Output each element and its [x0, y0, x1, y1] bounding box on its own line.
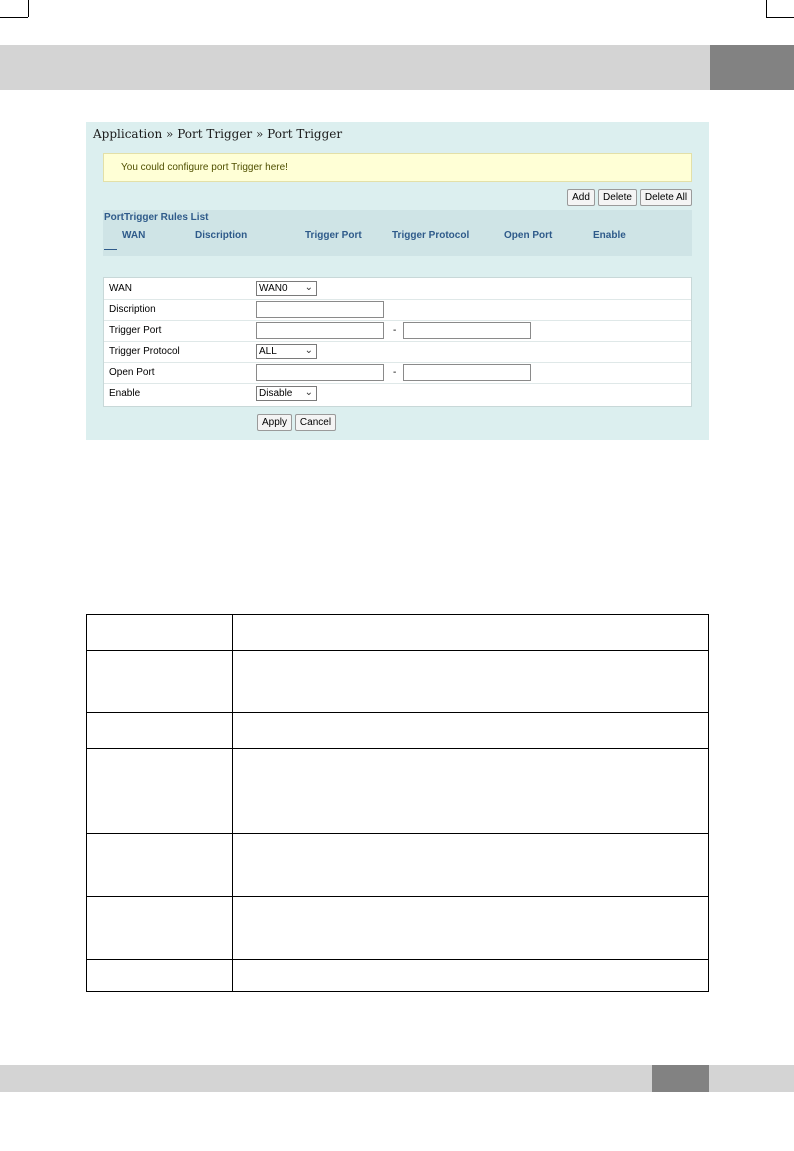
wan-select-value: WAN0	[259, 283, 288, 294]
apply-button[interactable]: Apply	[257, 414, 292, 431]
enable-select[interactable]	[256, 386, 317, 401]
enable-select-value: Disable	[259, 388, 293, 399]
table-row-divider	[87, 896, 708, 897]
rules-list-panel	[103, 210, 692, 256]
table-row-divider	[87, 650, 708, 651]
notice-text: You could configure port Trigger here!	[121, 162, 288, 173]
trigger-port-label: Trigger Port	[109, 325, 162, 336]
notice-box	[103, 153, 692, 182]
table-row-divider	[87, 748, 708, 749]
column-header-trigger-port: Trigger Port	[305, 230, 362, 241]
breadcrumb-separator: »	[256, 127, 264, 141]
column-header-wan: WAN	[122, 230, 146, 241]
breadcrumb-current: Port Trigger	[267, 127, 343, 141]
page-footer-tab	[652, 1065, 709, 1092]
form-row-open-port	[104, 362, 691, 384]
chevron-down-icon: ⌄	[304, 387, 313, 398]
rules-list-title: PortTrigger Rules List	[104, 212, 209, 223]
crop-mark	[766, 17, 794, 18]
enable-label: Enable	[109, 388, 141, 399]
description-table	[86, 614, 709, 992]
description-input[interactable]	[256, 301, 384, 318]
port-trigger-form	[103, 277, 692, 407]
trigger-port-start-input[interactable]	[256, 322, 384, 339]
table-column-divider	[232, 615, 233, 991]
description-label: Discription	[109, 304, 156, 315]
form-row-enable	[104, 383, 691, 404]
trigger-protocol-select[interactable]	[256, 344, 317, 359]
trigger-port-end-input[interactable]	[403, 322, 531, 339]
breadcrumb	[93, 127, 342, 141]
page-header-tab	[710, 45, 794, 90]
form-row-description	[104, 299, 691, 321]
breadcrumb-port-trigger[interactable]: Port Trigger	[177, 127, 253, 141]
trigger-protocol-select-value: ALL	[259, 346, 277, 357]
crop-mark	[766, 0, 767, 17]
trigger-protocol-label: Trigger Protocol	[109, 346, 180, 357]
crop-mark	[28, 0, 29, 17]
wan-select[interactable]	[256, 281, 317, 296]
cancel-button[interactable]: Cancel	[295, 414, 336, 431]
column-header-open-port: Open Port	[504, 230, 553, 241]
breadcrumb-separator: »	[166, 127, 174, 141]
crop-mark	[0, 17, 28, 18]
open-port-end-input[interactable]	[403, 364, 531, 381]
delete-all-button[interactable]: Delete All	[640, 189, 692, 206]
page-header-band	[0, 45, 794, 90]
form-row-trigger-protocol	[104, 341, 691, 363]
breadcrumb-application[interactable]: Application	[93, 127, 163, 141]
form-row-wan	[104, 278, 691, 300]
port-trigger-screenshot	[86, 122, 709, 440]
table-row-divider	[87, 959, 708, 960]
column-header-description: Discription	[195, 230, 248, 241]
open-port-start-input[interactable]	[256, 364, 384, 381]
chevron-down-icon: ⌄	[304, 345, 313, 356]
table-row-divider	[87, 712, 708, 713]
delete-button[interactable]: Delete	[598, 189, 637, 206]
table-row-divider	[87, 833, 708, 834]
form-row-trigger-port	[104, 320, 691, 342]
add-button[interactable]: Add	[567, 189, 595, 206]
column-header-enable: Enable	[593, 230, 626, 241]
wan-label: WAN	[109, 283, 132, 294]
range-separator: -	[393, 367, 397, 378]
column-header-trigger-protocol: Trigger Protocol	[392, 230, 470, 241]
range-separator: -	[393, 325, 397, 336]
empty-list-indicator	[104, 249, 117, 250]
open-port-label: Open Port	[109, 367, 155, 378]
chevron-down-icon: ⌄	[304, 282, 313, 293]
